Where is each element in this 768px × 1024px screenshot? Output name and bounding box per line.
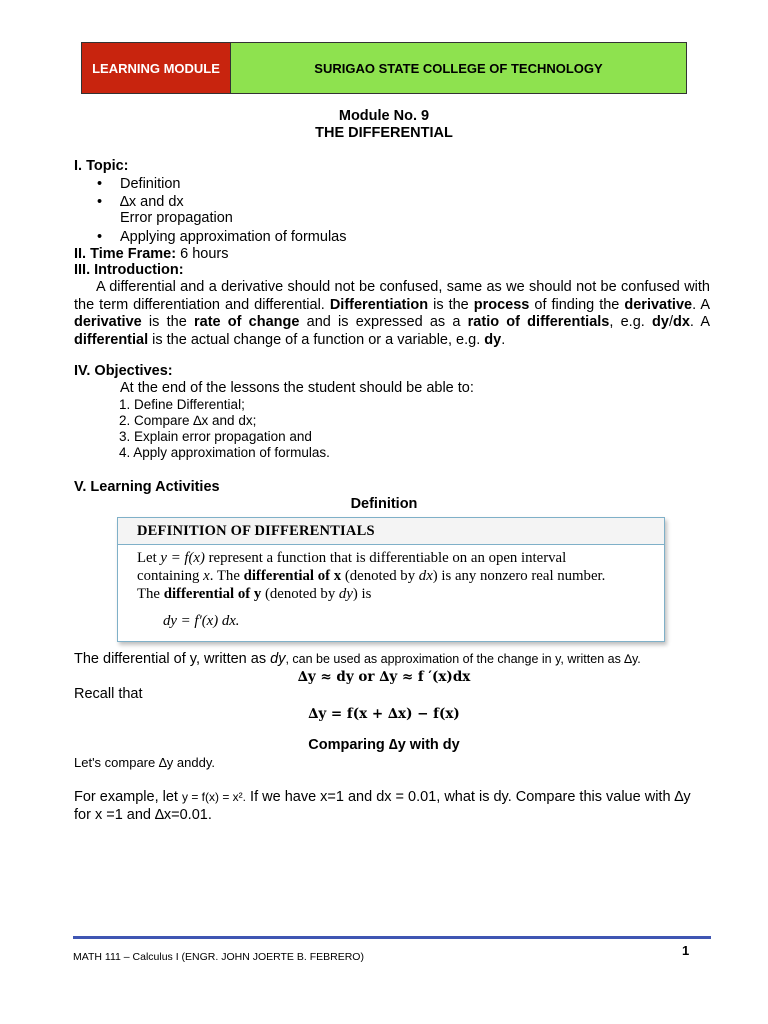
time-frame-label: II. Time Frame: xyxy=(74,246,177,262)
introduction-heading: III. Introduction: xyxy=(74,262,184,278)
definition-line: Let y = f(x) represent a function that is differentiable on an open interval xyxy=(137,550,567,566)
module-title: THE DIFFERENTIAL xyxy=(315,125,453,141)
definition-line: The differential of y (denoted by dy) is xyxy=(137,586,372,602)
topic-heading: I. Topic: xyxy=(74,158,129,174)
time-frame xyxy=(74,246,228,262)
college-name: SURIGAO STATE COLLEGE OF TECHNOLOGY xyxy=(231,43,686,93)
objectives-intro: At the end of the lessons the student should be able to: xyxy=(120,380,474,396)
introduction-paragraph: A differential and a derivative should not be confused, same as we should not be confused with the term differentiation and differential. Differentiation is the process of finding the derivative. A derivative is the rate of change and is expressed as a ratio of differentials, e.g. dy/dx. A differential is the actual change of a function or a variable, e.g. dy. xyxy=(74,279,710,348)
differential-sentence: The differential of y, written as dy, can be used as approximation of the change in y, written as ∆y. xyxy=(74,651,641,667)
page-number: 1 xyxy=(682,943,690,958)
objective-item: 4. Apply approximation of formulas. xyxy=(119,445,330,460)
footer-course: MATH 111 – Calculus I (ENGR. JOHN JOERTE B. FEBRERO) xyxy=(73,951,364,963)
objective-item: 3. Explain error propagation and xyxy=(119,429,312,444)
delta-y-formula: ∆y = f(x + ∆x) − f(x) xyxy=(308,706,460,722)
definition-box-heading: DEFINITION OF DIFFERENTIALS xyxy=(118,518,664,545)
objective-item: 1. Define Differential; xyxy=(119,397,245,412)
time-frame-value: 6 hours xyxy=(176,246,229,262)
recall-text: Recall that xyxy=(74,686,143,702)
definition-subheading: Definition xyxy=(350,496,418,512)
lets-compare-text: Let's compare ∆y anddy. xyxy=(74,755,215,770)
objective-item: 2. Compare ∆x and dx; xyxy=(119,413,257,428)
definition-box xyxy=(117,517,665,642)
learning-module-label: LEARNING MODULE xyxy=(82,43,231,93)
definition-formula: dy = f′(x) dx. xyxy=(163,613,240,629)
module-number: Module No. 9 xyxy=(338,108,430,124)
topic-item: • ∆x and dx xyxy=(120,194,184,210)
footer-divider xyxy=(73,936,711,939)
example-paragraph: For example, let y = f(x) = x². If we have x=1 and dx = 0.01, what is dy. Compare this value with ∆y for x =1 and ∆x=0.01. xyxy=(74,789,691,823)
comparing-heading: Comparing ∆y with dy xyxy=(308,737,460,753)
objectives-list xyxy=(119,397,330,461)
module-header xyxy=(81,42,687,94)
topic-item: • Definition xyxy=(120,176,180,192)
objectives-heading: IV. Objectives: xyxy=(74,363,173,379)
topic-item: • Applying approximation of formulas xyxy=(120,229,346,245)
learning-activities-heading: V. Learning Activities xyxy=(74,479,220,495)
definition-line: containing x. The differential of x (denoted by dx) is any nonzero real number. xyxy=(137,568,606,584)
definition-box-body xyxy=(118,545,664,630)
topic-item: Error propagation xyxy=(120,210,233,226)
approximation-formula: ∆y ≈ dy or ∆y ≈ f ′(x)dx xyxy=(297,669,471,685)
